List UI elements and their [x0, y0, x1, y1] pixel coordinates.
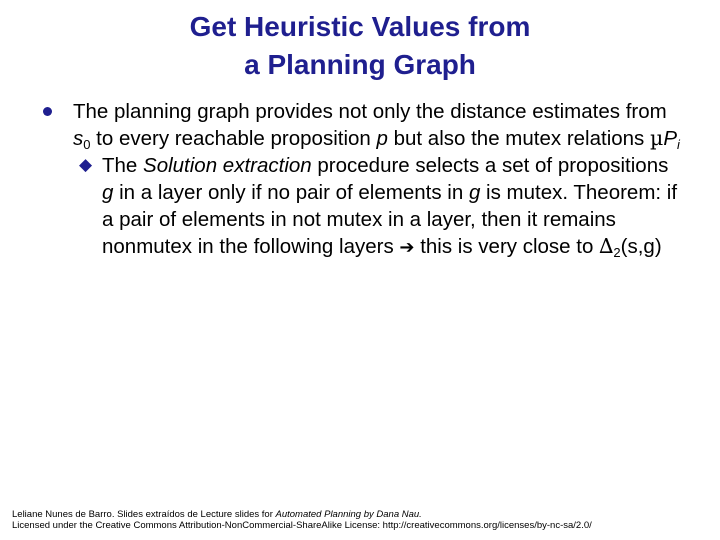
- bullet2-text-d: is mutex. Theorem: if a pair of elements in not mutex in a layer, then it remains nonmutex in the following layers: [102, 181, 678, 258]
- right-arrow-icon: ➔: [399, 237, 415, 258]
- diamond-bullet-icon: ◆: [79, 155, 93, 175]
- var-p: p: [376, 127, 388, 150]
- delta-symbol: ∆: [599, 234, 614, 258]
- bullet2-text-e: this is very close to: [414, 235, 600, 258]
- round-bullet-icon: [43, 107, 52, 116]
- title-line-2: a Planning Graph: [244, 49, 476, 80]
- footer-source-title: Automated Planning by Dana Nau.: [275, 509, 422, 520]
- solution-extraction-term: Solution extraction: [143, 154, 312, 177]
- bullet1-text-c: but also the mutex relations: [387, 127, 651, 150]
- var-s-subscript: 0: [83, 137, 91, 152]
- var-g-1: g: [102, 181, 114, 204]
- bullet1-text-a: The planning graph provides not only the distance estimates from: [73, 100, 667, 123]
- bullet2-text-a: The: [102, 154, 144, 177]
- delta-subscript: 2: [613, 245, 621, 260]
- footer-credit: Leliane Nunes de Barro. Slides extraídos de Lecture slides for: [12, 509, 276, 520]
- footer-line-2: Licensed under the Creative Commons Attribution-NonCommercial-ShareAlike License: http://creativecommons.org/licenses/by-nc-sa/2.0/: [12, 520, 592, 531]
- bullet-item-1: [40, 98, 680, 152]
- bullet2-text-c: in a layer only if no pair of elements in: [113, 181, 469, 204]
- bullet1-text-b: to every reachable proposition: [90, 127, 377, 150]
- var-P: P: [663, 127, 678, 150]
- footer-line-1: [12, 509, 592, 520]
- slide-footer: [12, 509, 592, 531]
- bullet2-text-f: (s,g): [620, 235, 662, 258]
- bullet2-text-b: procedure selects a set of propositions: [311, 154, 669, 177]
- bullet-item-2: [73, 152, 680, 261]
- var-P-subscript: i: [677, 137, 680, 152]
- var-g-2: g: [468, 181, 481, 204]
- mu-symbol: µ: [650, 126, 664, 150]
- slide-title: [0, 8, 720, 84]
- var-s: s: [73, 127, 84, 150]
- bullet-list: [40, 98, 680, 261]
- title-line-1: Get Heuristic Values from: [189, 11, 531, 42]
